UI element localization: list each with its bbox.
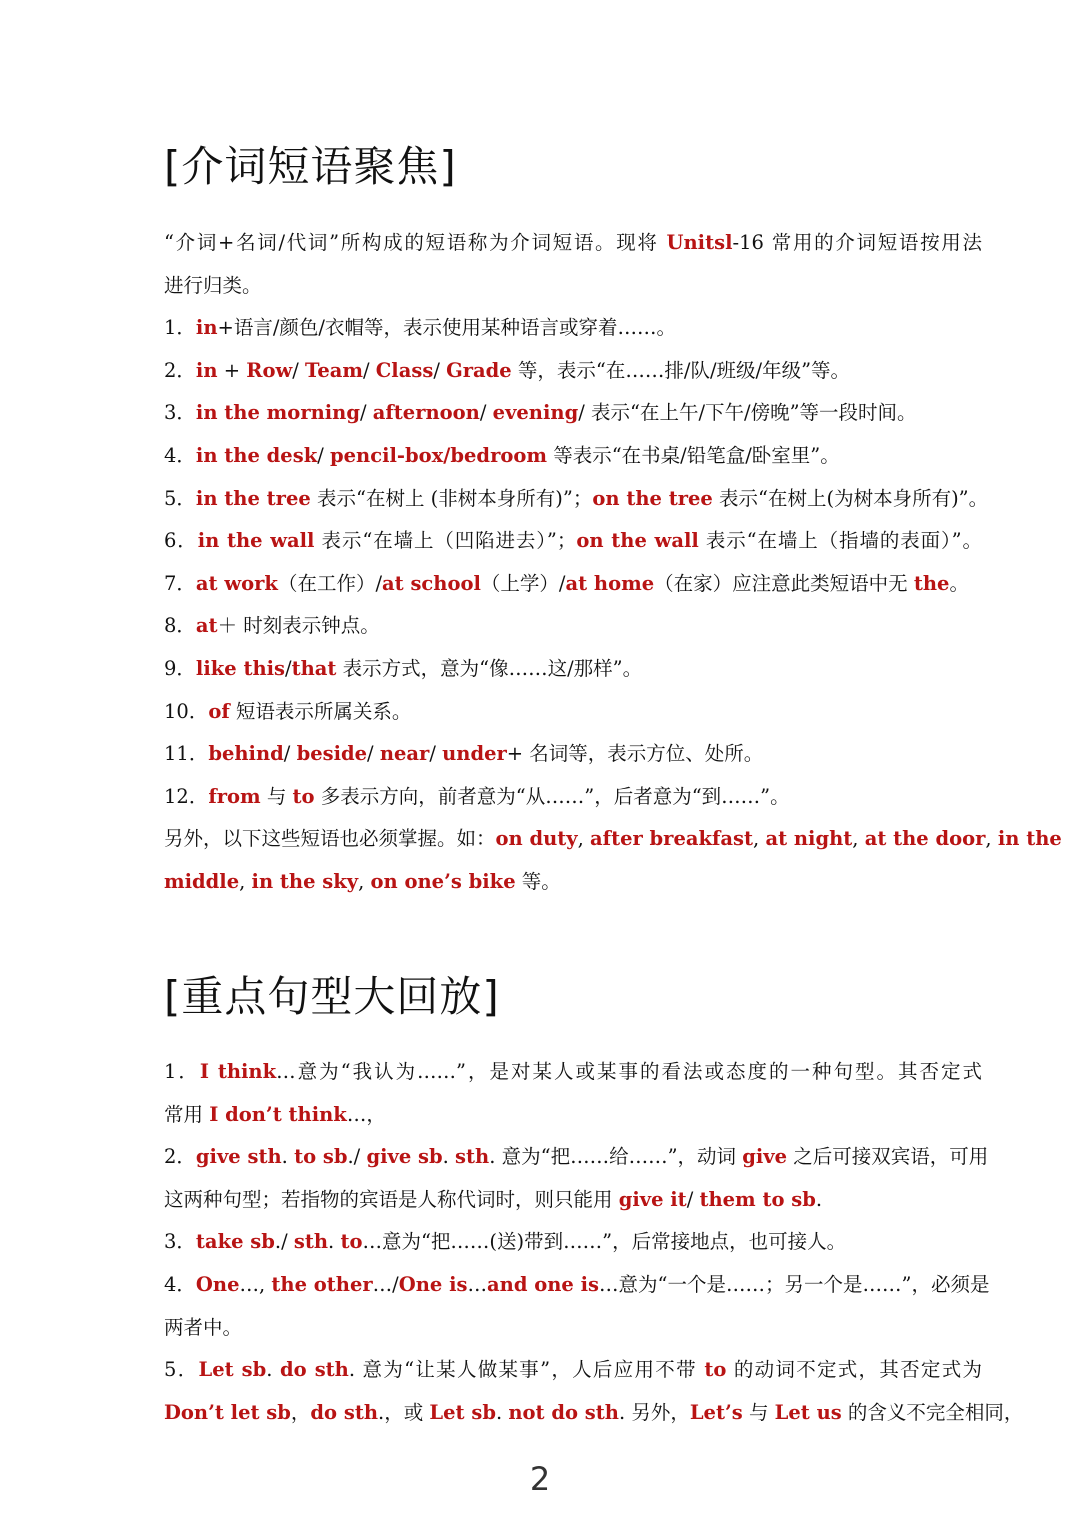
keyword: middle <box>164 869 240 893</box>
text-span: 之后可接双宾语，可用 <box>787 1145 989 1169</box>
item-number: 7． <box>164 571 196 595</box>
keyword: behind <box>208 742 284 766</box>
keyword: on the wall <box>576 529 699 553</box>
sentence-item-2-line-1 <box>164 1136 989 1179</box>
rule-item-2 <box>164 350 982 393</box>
text-span: ＋ 时刻表示钟点。 <box>217 614 380 638</box>
keyword: on one’s bike <box>370 869 516 893</box>
text-span: + <box>217 358 247 382</box>
page-number: 2 <box>529 1460 551 1498</box>
sentence-item-4-line-2 <box>164 1307 982 1350</box>
keyword: do sth <box>310 1400 379 1424</box>
text-span: …/ <box>372 1272 399 1296</box>
item-number: 12． <box>164 784 209 808</box>
keyword: beside <box>296 742 368 766</box>
keyword: Let’s <box>689 1400 743 1424</box>
keyword: Unitsl <box>666 231 733 254</box>
text-span: 进行归类。 <box>164 273 262 297</box>
keyword: under <box>442 742 507 766</box>
keyword: give sth <box>195 1145 282 1169</box>
text-span: ， <box>290 1400 311 1424</box>
item-number: 11． <box>164 742 209 766</box>
keyword: One is <box>398 1272 468 1296</box>
text-span: / <box>367 742 380 766</box>
sentence-item-1-line-1 <box>164 1051 982 1094</box>
keyword: in the tree <box>195 486 311 510</box>
text-span: . <box>266 1358 280 1382</box>
item-number: 3． <box>164 1230 196 1254</box>
text-span: 多表示方向，前者意为“从……”，后者意为“到……”。 <box>314 784 790 808</box>
keyword: on duty <box>495 827 578 851</box>
keyword: at night <box>765 827 853 851</box>
text-span: 表示“在墙上（指墙的表面）”。 <box>698 529 982 553</box>
item-number: 1． <box>164 1060 200 1083</box>
text-span: + 名词等，表示方位、处所。 <box>506 742 764 766</box>
keyword: from <box>208 784 261 808</box>
text-span: , <box>985 827 998 851</box>
keyword: to sb <box>294 1145 348 1169</box>
text-span: 与 <box>260 784 293 808</box>
text-span: 表示“在树上 (非树本身所有)”； <box>310 486 593 510</box>
sentence-item-2-line-2 <box>164 1179 982 1222</box>
text-span: 等。 <box>515 869 561 893</box>
keyword: do sth <box>279 1358 349 1382</box>
keyword: and one is <box>487 1272 600 1296</box>
keyword: Don’t let sb <box>164 1400 291 1424</box>
keyword: give sb <box>366 1145 443 1169</box>
keyword: afternoon <box>372 401 480 425</box>
keyword: take sb <box>195 1230 275 1254</box>
rule-item-5 <box>164 478 989 521</box>
text-span: / 表示“在上午/下午/傍晚”等一段时间。 <box>578 401 917 425</box>
text-span: 常用 <box>164 1102 210 1126</box>
keyword: to <box>292 784 315 808</box>
keyword: not do sth <box>508 1400 619 1424</box>
keyword: One <box>195 1272 240 1296</box>
item-number: 10． <box>164 699 209 723</box>
text-span: ./ <box>347 1145 367 1169</box>
keyword: Class <box>375 358 434 382</box>
text-span: , <box>852 827 865 851</box>
keyword: pencil-box/bedroom <box>330 443 547 467</box>
text-span: 两者中。 <box>164 1315 243 1339</box>
text-span: 另外，以下这些短语也必须掌握。如： <box>164 827 496 851</box>
text-span: 的含义不完全相同， <box>841 1400 1024 1424</box>
text-span: . <box>281 1145 295 1169</box>
text-span: , <box>239 869 252 893</box>
keyword: I think <box>199 1060 277 1083</box>
keyword: the <box>913 571 950 595</box>
keyword: evening <box>492 401 579 425</box>
keyword: in the wall <box>197 529 315 553</box>
sentence-item-4-line-1 <box>164 1264 990 1307</box>
keyword: like this <box>195 656 286 680</box>
keyword: give it <box>618 1187 687 1211</box>
item-number: 1． <box>164 316 196 340</box>
sentence-item-5-line-1 <box>164 1349 982 1392</box>
text-span: / <box>433 358 447 382</box>
text-span: “介词+名词/代词”所构成的短语称为介词短语。现将 <box>164 231 667 254</box>
text-span: 短语表示所属关系。 <box>229 699 412 723</box>
keyword: sth <box>455 1145 490 1169</box>
keyword: that <box>291 656 337 680</box>
item-number: 8． <box>164 614 196 638</box>
text-span: 表示“在墙上（凹陷进去）”； <box>314 529 577 553</box>
sentence-item-1-line-2 <box>164 1094 982 1137</box>
text-span: …意为“把……(送)带到……”，后常接地点，也可接人。 <box>362 1230 847 1254</box>
keyword: Grade <box>446 358 512 382</box>
text-span: ./ <box>274 1230 294 1254</box>
keyword: at school <box>382 571 481 595</box>
item-number: 4． <box>164 443 196 467</box>
rule-item-12 <box>164 776 982 819</box>
text-span: -16 常用的介词短语按用法 <box>732 231 982 254</box>
keyword: after breakfast <box>590 827 754 851</box>
keyword: Let sb <box>198 1358 267 1382</box>
keyword: I don’t think <box>209 1102 347 1126</box>
keyword: in the sky <box>251 869 359 893</box>
keyword: in the morning <box>195 401 360 425</box>
sentence-item-5-line-2 <box>164 1392 1024 1435</box>
keyword: of <box>208 699 230 723</box>
section-body-prepositional-phrases <box>164 222 1062 904</box>
keyword: at work <box>195 571 278 595</box>
text-span: , <box>577 827 591 851</box>
text-span: …, <box>239 1272 272 1296</box>
text-span: . 意为“让某人做某事”，人后应用不带 <box>348 1358 705 1382</box>
text-span: / <box>429 742 443 766</box>
rule-item-8 <box>164 605 982 648</box>
keyword: near <box>379 742 430 766</box>
keyword: on the tree <box>592 486 713 510</box>
keyword: in the <box>997 827 1062 851</box>
rule-item-9 <box>164 648 982 691</box>
intro-line-1 <box>164 222 982 265</box>
text-span: . 另外， <box>618 1400 690 1424</box>
rule-item-1 <box>164 307 982 350</box>
text-span: …意为“一个是……；另一个是……”，必须是 <box>599 1272 990 1296</box>
item-number: 6． <box>164 529 198 553</box>
text-span: . <box>495 1400 509 1424</box>
text-span: …意为“我认为……”，是对某人或某事的看法或态度的一种句型。其否定式 <box>276 1060 982 1083</box>
text-span: 等表示“在书桌/铅笔盒/卧室里”。 <box>547 443 840 467</box>
keyword: to <box>340 1230 363 1254</box>
text-span: 表示“在树上(为树本身所有)”。 <box>712 486 989 510</box>
text-span: 表示方式，意为“像……这/那样”。 <box>336 656 643 680</box>
text-span: （在工作）/ <box>277 571 383 595</box>
keyword: Row <box>246 358 293 382</box>
item-number: 2． <box>164 1145 196 1169</box>
text-span: / <box>285 656 292 680</box>
text-span: （上学）/ <box>480 571 566 595</box>
item-number: 9． <box>164 656 196 680</box>
section-title-prepositional-phrases: [介词短语聚焦] <box>164 142 457 191</box>
text-span: 等，表示“在……排/队/班级/年级”等。 <box>511 358 851 382</box>
keyword: in <box>195 358 218 382</box>
section-body-key-sentences <box>164 1051 1024 1434</box>
item-number: 5． <box>164 1358 199 1382</box>
text-span: / <box>363 358 376 382</box>
text-span: 与 <box>742 1400 775 1424</box>
rule-item-10 <box>164 691 982 734</box>
text-span: +语言/颜色/衣帽等，表示使用某种语言或穿着……。 <box>217 316 676 340</box>
keyword: Team <box>305 358 363 382</box>
text-span: .，或 <box>378 1400 430 1424</box>
keyword: at home <box>565 571 655 595</box>
keyword: give <box>742 1145 788 1169</box>
text-span: / <box>283 742 297 766</box>
text-span: （在家）应注意此类短语中无 <box>654 571 914 595</box>
keyword: at the door <box>864 827 986 851</box>
keyword: at <box>195 614 218 638</box>
rule-item-11 <box>164 733 982 776</box>
text-span: / <box>686 1187 700 1211</box>
text-span: … <box>467 1272 487 1296</box>
keyword: in <box>195 316 218 340</box>
text-span: / <box>360 401 373 425</box>
sentence-item-3 <box>164 1221 982 1264</box>
keyword: sth <box>293 1230 329 1254</box>
rule-item-3 <box>164 392 982 435</box>
intro-line-2 <box>164 265 982 308</box>
item-number: 3． <box>164 401 196 425</box>
text-span: . <box>442 1145 456 1169</box>
text-span: . <box>328 1230 341 1254</box>
item-number: 5． <box>164 486 196 510</box>
text-span: . <box>815 1187 823 1211</box>
keyword: them to sb <box>699 1187 816 1211</box>
rule-item-4 <box>164 435 982 478</box>
extra-line-2 <box>164 861 982 904</box>
keyword: to <box>704 1358 727 1382</box>
extra-line-1 <box>164 818 1062 861</box>
text-span: 。 <box>949 571 969 595</box>
text-span: . 意为“把……给……”，动词 <box>489 1145 743 1169</box>
keyword: Let us <box>774 1400 842 1424</box>
text-span: 这两种句型；若指物的宾语是人称代词时，则只能用 <box>164 1187 619 1211</box>
item-number: 4． <box>164 1272 196 1296</box>
keyword: the other <box>271 1272 373 1296</box>
text-span: / <box>292 358 306 382</box>
text-span: 的动词不定式，其否定式为 <box>726 1358 982 1382</box>
text-span: , <box>358 869 371 893</box>
text-span: / <box>317 443 330 467</box>
keyword: in the desk <box>195 443 318 467</box>
text-span: , <box>753 827 766 851</box>
text-span: / <box>479 401 493 425</box>
keyword: Let sb <box>429 1400 496 1424</box>
text-span: …， <box>346 1102 386 1126</box>
rule-item-6 <box>164 520 982 563</box>
item-number: 2． <box>164 358 196 382</box>
section-title-key-sentences: [重点句型大回放] <box>164 972 500 1021</box>
rule-item-7 <box>164 563 982 606</box>
